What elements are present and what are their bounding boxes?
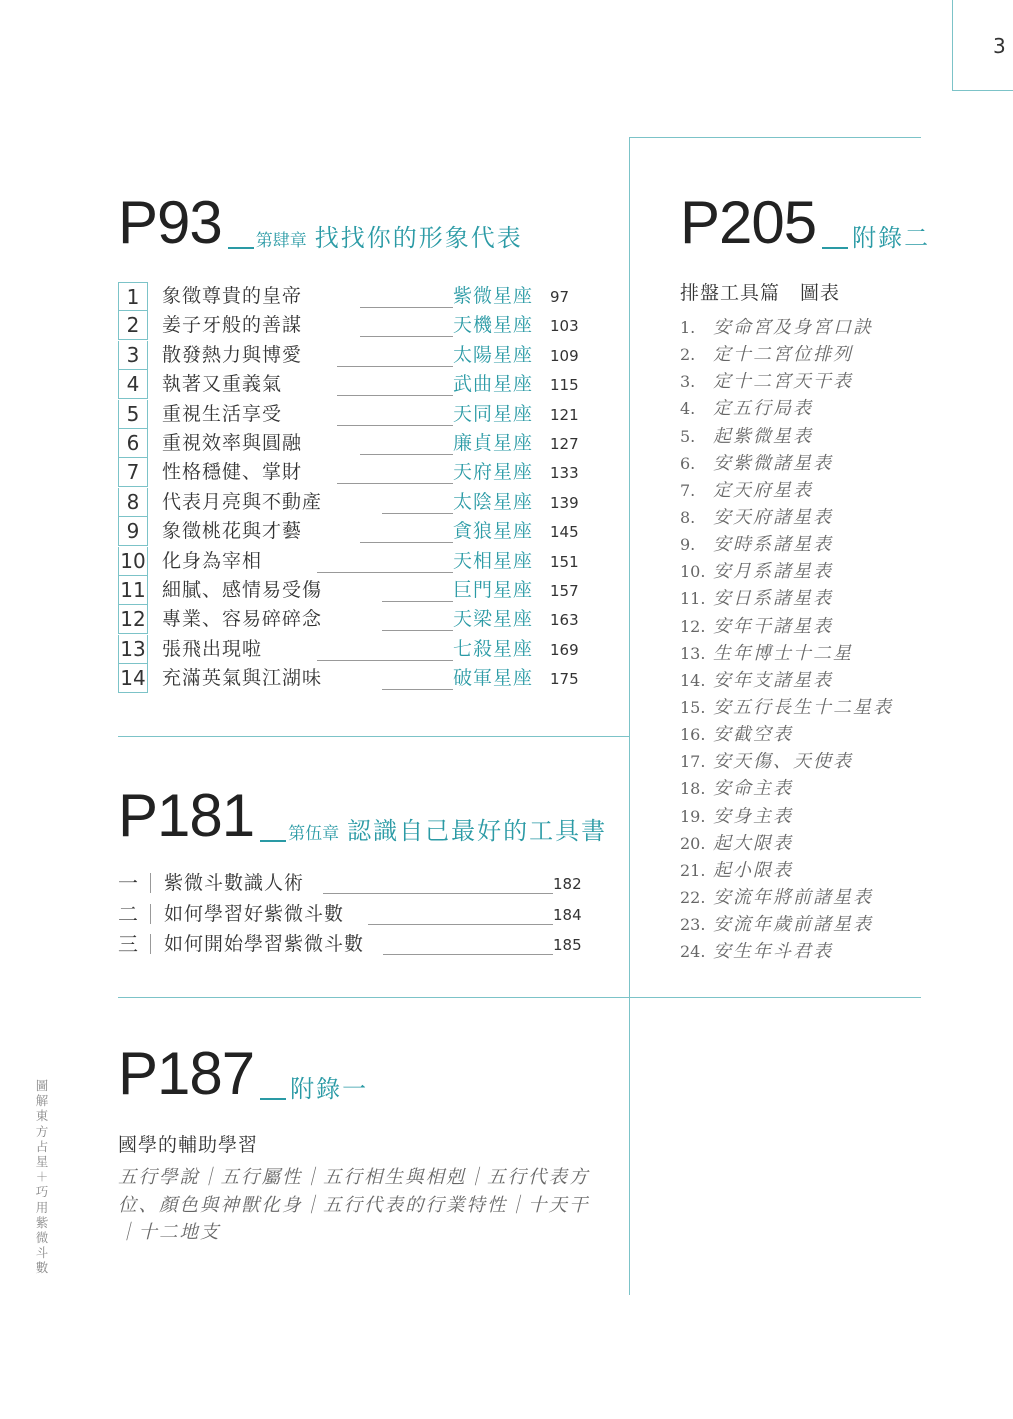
appendix-item[interactable]: [680, 477, 980, 504]
appendix-item[interactable]: [680, 395, 980, 422]
entry-number: 5: [118, 400, 148, 429]
item-number: 14.: [680, 670, 706, 690]
entry-number: 二: [118, 901, 138, 926]
toc-entry[interactable]: [118, 458, 588, 487]
entry-page: 121: [550, 405, 579, 424]
entry-separator: [150, 934, 151, 954]
toc-entry[interactable]: [118, 341, 588, 370]
appendix1-header: [118, 1040, 369, 1107]
leader-rule: [360, 542, 453, 543]
appendix-item[interactable]: [680, 911, 980, 938]
appendix-item[interactable]: [680, 938, 980, 965]
entry-title: 細膩、感情易受傷: [162, 578, 323, 601]
item-number: 16.: [680, 725, 706, 745]
toc-entry[interactable]: [118, 635, 588, 664]
entry-page: 182: [553, 875, 582, 893]
toc-entry[interactable]: [118, 429, 588, 458]
item-title: 起紫微星表: [713, 425, 813, 447]
column-divider: [629, 137, 630, 1295]
heading-dash: [260, 1098, 286, 1100]
item-title: 安身主表: [713, 805, 793, 827]
item-title: 安流年歲前諸星表: [713, 914, 873, 936]
entry-title: 散發熱力與博愛: [162, 343, 303, 366]
item-title: 安天府諸星表: [713, 506, 833, 528]
entry-title: 執著又重義氣: [162, 373, 283, 396]
entry-page: 169: [550, 640, 579, 659]
appendix2-list: [680, 314, 980, 965]
section-rule-1: [118, 736, 629, 737]
entry-number: 1: [118, 282, 148, 311]
item-title: 起大限表: [713, 832, 793, 854]
entry-number: 11: [118, 576, 148, 605]
toc-entry[interactable]: [118, 899, 588, 930]
chapter5-title: 認識自己最好的工具書: [347, 817, 608, 845]
heading-dash: [822, 247, 848, 249]
entry-number: 14: [118, 664, 148, 693]
entry-number: 12: [118, 605, 148, 634]
appendix-item[interactable]: [680, 667, 980, 694]
item-number: 21.: [680, 860, 706, 880]
appendix-item[interactable]: [680, 857, 980, 884]
toc-entry[interactable]: [118, 400, 588, 429]
chapter5-header: [118, 782, 608, 849]
item-number: 1.: [680, 318, 696, 337]
item-title: 安天傷、天使表: [713, 751, 853, 773]
entry-number: 2: [118, 311, 148, 340]
appendix-item[interactable]: [680, 450, 980, 477]
entry-star: 破軍星座: [453, 667, 534, 690]
chapter4-code: P93: [118, 189, 222, 256]
appendix-item[interactable]: [680, 423, 980, 450]
appendix1-title: 附錄一: [290, 1075, 369, 1103]
section-rule-2: [118, 997, 921, 998]
item-number: 10.: [680, 562, 706, 582]
toc-entry[interactable]: [118, 517, 588, 546]
item-title: 安命主表: [713, 778, 793, 800]
appendix-item[interactable]: [680, 368, 980, 395]
chapter5-list: [118, 868, 588, 960]
entry-page: 157: [550, 581, 579, 600]
appendix1-code: P187: [118, 1040, 255, 1107]
toc-entry[interactable]: [118, 547, 588, 576]
entry-page: 185: [553, 936, 582, 954]
toc-entry[interactable]: [118, 488, 588, 517]
leader-rule: [323, 893, 553, 894]
leader-rule: [360, 336, 453, 337]
entry-number: 13: [118, 635, 148, 664]
appendix1-subtitle: 國學的輔助學習: [118, 1134, 259, 1156]
item-title: 安五行長生十二星表: [713, 696, 893, 718]
toc-entry[interactable]: [118, 605, 588, 634]
toc-entry[interactable]: [118, 576, 588, 605]
item-number: 2.: [680, 345, 696, 365]
toc-entry[interactable]: [118, 929, 588, 960]
page-number-tab: [952, 0, 1013, 91]
toc-entry[interactable]: [118, 664, 588, 693]
item-title: 定天府星表: [713, 479, 813, 501]
item-title: 安命宮及身宮口訣: [713, 317, 873, 338]
chapter4-header: [118, 189, 523, 256]
entry-number: 7: [118, 458, 148, 487]
entry-page: 151: [550, 552, 579, 571]
item-number: 12.: [680, 616, 706, 636]
leader-rule: [382, 689, 453, 690]
leader-rule: [337, 395, 453, 396]
leader-rule: [337, 366, 453, 367]
entry-page: 127: [550, 434, 579, 453]
entry-title: 張飛出現啦: [162, 637, 263, 660]
entry-page: 145: [550, 523, 579, 542]
entry-number: 10: [118, 547, 148, 576]
entry-title: 充滿英氣與江湖味: [162, 667, 323, 690]
item-title: 安時系諸星表: [713, 534, 833, 556]
item-number: 3.: [680, 372, 696, 392]
appendix-item[interactable]: [680, 694, 980, 721]
appendix2-subtitle: 排盤工具篇 圖表: [680, 282, 841, 304]
entry-title: 姜子牙般的善謀: [162, 314, 303, 337]
toc-entry[interactable]: [118, 282, 588, 311]
entry-separator: [150, 873, 151, 893]
page-number: 3: [993, 34, 1006, 58]
entry-title: 化身為宰相: [162, 549, 263, 572]
appendix-item[interactable]: [680, 640, 980, 667]
item-number: 11.: [680, 589, 706, 609]
entry-page: 175: [550, 670, 579, 689]
item-number: 17.: [680, 752, 706, 772]
appendix-item[interactable]: [680, 504, 980, 531]
entry-number: 三: [118, 932, 138, 956]
entry-number: 6: [118, 429, 148, 458]
entry-title: 如何學習好紫微斗數: [164, 902, 345, 925]
entry-page: 97: [550, 288, 570, 306]
item-number: 13.: [680, 643, 706, 663]
item-title: 安日系諸星表: [713, 588, 833, 610]
item-number: 7.: [680, 480, 696, 500]
item-number: 18.: [680, 779, 706, 799]
item-title: 定十二宮天干表: [713, 371, 853, 393]
leader-rule: [337, 483, 453, 484]
entry-star: 太陰星座: [453, 490, 534, 513]
item-number: 5.: [680, 426, 696, 446]
item-number: 24.: [680, 942, 706, 962]
entry-title: 象徵桃花與才藝: [162, 520, 303, 543]
entry-title: 重視效率與圓融: [162, 431, 303, 454]
leader-rule: [382, 513, 453, 514]
leader-rule: [382, 601, 453, 602]
item-number: 19.: [680, 806, 706, 826]
item-title: 安流年將前諸星表: [713, 886, 873, 908]
item-number: 20.: [680, 833, 706, 853]
entry-title: 重視生活享受: [162, 402, 283, 425]
entry-page: 103: [550, 317, 579, 336]
item-number: 8.: [680, 507, 696, 527]
entry-title: 紫微斗數識人術: [164, 872, 305, 894]
entry-number: 8: [118, 488, 148, 517]
entry-star: 天相星座: [453, 549, 534, 572]
appendix-item[interactable]: [680, 721, 980, 748]
item-title: 安截空表: [713, 724, 793, 746]
entry-number: 9: [118, 517, 148, 546]
entry-star: 七殺星座: [453, 637, 534, 660]
entry-star: 紫微星座: [453, 285, 534, 307]
appendix-item[interactable]: [680, 341, 980, 368]
top-rule-right: [629, 137, 921, 138]
entry-star: 廉貞星座: [453, 431, 534, 454]
entry-star: 天府星座: [453, 461, 534, 484]
appendix1-description: 五行學說｜五行屬性｜五行相生與相剋｜五行代表方位、顏色與神獸化身｜五行代表的行業特性｜十天干｜十二地支: [118, 1167, 590, 1243]
item-title: 安生年斗君表: [713, 941, 833, 963]
item-title: 安月系諸星表: [713, 561, 833, 583]
item-title: 起小限表: [713, 859, 793, 881]
entry-title: 象徵尊貴的皇帝: [162, 285, 303, 307]
entry-number: 一: [118, 871, 138, 895]
entry-page: 115: [550, 376, 579, 395]
item-number: 4.: [680, 399, 696, 419]
entry-page: 139: [550, 493, 579, 512]
entry-title: 如何開始學習紫微斗數: [164, 933, 365, 955]
entry-page: 133: [550, 464, 579, 483]
appendix2-title: 附錄二: [852, 224, 931, 252]
item-number: 22.: [680, 887, 706, 907]
appendix-item[interactable]: [680, 613, 980, 640]
leader-rule: [368, 924, 553, 925]
chapter4-list: [118, 282, 588, 693]
entry-title: 專業、容易碎碎念: [162, 608, 323, 631]
leader-rule: [382, 630, 453, 631]
item-number: 9.: [680, 535, 696, 555]
appendix-item[interactable]: [680, 748, 980, 775]
appendix-item[interactable]: [680, 803, 980, 830]
item-title: 安年干諸星表: [713, 615, 833, 637]
entry-separator: [150, 904, 151, 924]
heading-dash: [260, 840, 286, 842]
appendix-item[interactable]: [680, 531, 980, 558]
appendix-item[interactable]: [680, 558, 980, 585]
entry-star: 貪狼星座: [453, 520, 534, 543]
appendix-item[interactable]: [680, 585, 980, 612]
entry-number: 3: [118, 341, 148, 370]
entry-star: 天同星座: [453, 402, 534, 425]
entry-page: 109: [550, 346, 579, 365]
heading-dash: [228, 247, 254, 249]
chapter5-code: P181: [118, 782, 255, 849]
entry-star: 武曲星座: [453, 373, 534, 396]
book-spine-title: 圖解東方占星＋巧用紫微斗數: [35, 1078, 49, 1276]
item-title: 定五行局表: [713, 398, 813, 420]
appendix-item[interactable]: [680, 830, 980, 857]
appendix-item[interactable]: [680, 775, 980, 802]
appendix-item[interactable]: [680, 884, 980, 911]
item-number: 6.: [680, 453, 696, 473]
toc-entry[interactable]: [118, 868, 588, 899]
leader-rule: [317, 660, 453, 661]
toc-entry[interactable]: [118, 311, 588, 340]
item-title: 定十二宮位排列: [713, 344, 853, 366]
toc-entry[interactable]: [118, 370, 588, 399]
entry-title: 性格穩健、掌財: [162, 461, 303, 484]
item-title: 安紫微諸星表: [713, 452, 833, 474]
chapter4-title: 找找你的形象代表: [314, 224, 523, 252]
chapter5-label: 第伍章: [288, 824, 340, 844]
entry-number: 4: [118, 370, 148, 399]
entry-page: 163: [550, 611, 579, 630]
leader-rule: [360, 454, 453, 455]
entry-title: 代表月亮與不動產: [162, 490, 323, 513]
appendix2-header: [680, 189, 931, 256]
chapter4-label: 第肆章: [255, 231, 307, 251]
appendix2-code: P205: [680, 189, 817, 256]
item-title: 生年博士十二星: [713, 642, 853, 664]
leader-rule: [360, 307, 453, 308]
entry-star: 太陽星座: [453, 343, 534, 366]
leader-rule: [317, 572, 453, 573]
entry-star: 天機星座: [453, 314, 534, 337]
item-number: 23.: [680, 915, 706, 935]
item-title: 安年支諸星表: [713, 669, 833, 691]
appendix-item[interactable]: [680, 314, 980, 341]
entry-star: 天梁星座: [453, 608, 534, 631]
leader-rule: [383, 954, 553, 955]
leader-rule: [337, 425, 453, 426]
entry-star: 巨門星座: [453, 578, 534, 601]
entry-page: 184: [553, 905, 582, 924]
item-number: 15.: [680, 697, 706, 717]
